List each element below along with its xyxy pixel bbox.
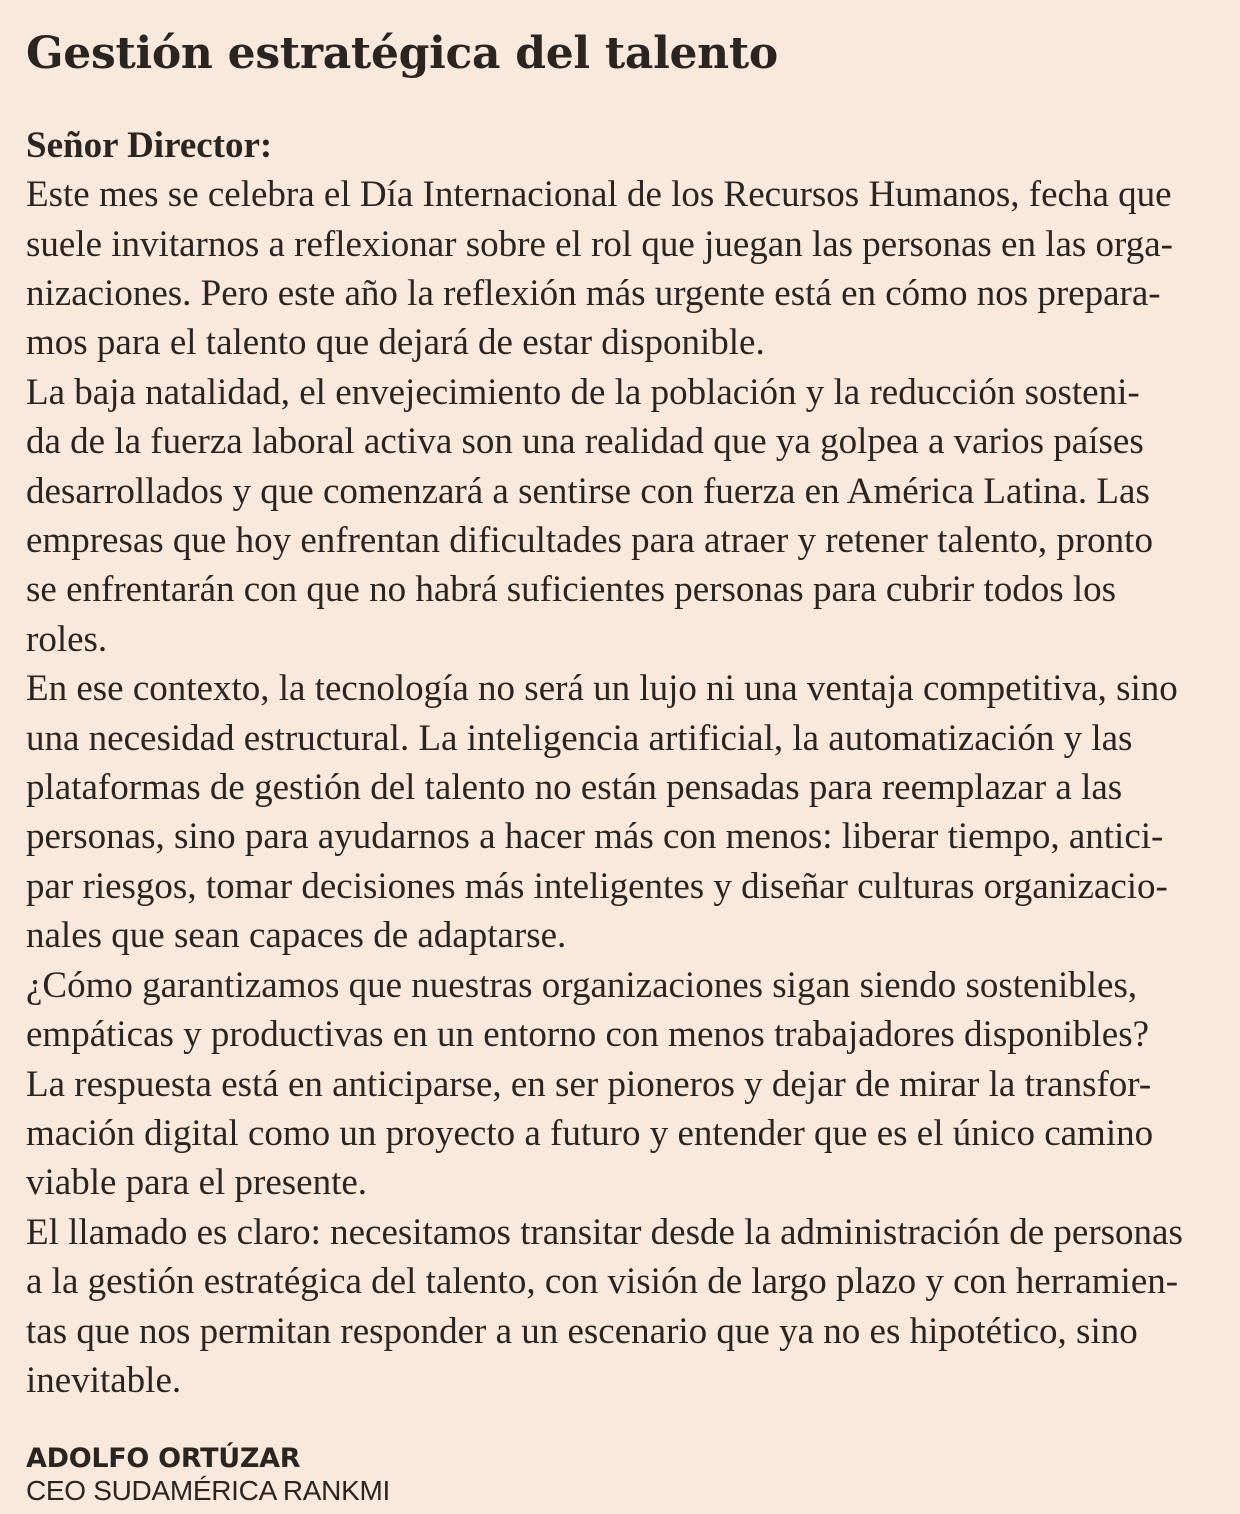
text-line: mación digital como un proyecto a futuro y entender que es el único camino: [26, 1112, 1154, 1154]
text-line: par riesgos, tomar decisiones más inteligentes y diseñar culturas organizacio-: [26, 865, 1168, 907]
letter-title: Gestión estratégica del talento: [26, 28, 778, 79]
text-line: Este mes se celebra el Día Internacional de los Recursos Humanos, fecha que: [26, 174, 1172, 216]
text-line: desarrollados y que comenzará a sentirse con fuerza en América Latina. Las: [26, 470, 1150, 512]
text-line: La baja natalidad, el envejecimiento de la población y la reducción sosteni-: [26, 371, 1140, 413]
text-line: plataformas de gestión del talento no están pensadas para reemplazar a las: [26, 767, 1123, 809]
text-line: a la gestión estratégica del talento, con visión de largo plazo y con herramien-: [26, 1261, 1179, 1303]
text-line: La respuesta está en anticiparse, en ser pioneros y dejar de mirar la transfor-: [26, 1063, 1152, 1105]
text-line: da de la fuerza laboral activa son una realidad que ya golpea a varios países: [26, 421, 1144, 463]
text-line: roles.: [26, 618, 108, 660]
author-role: CEO SUDAMÉRICA RANKMI: [26, 1475, 390, 1507]
text-line: inevitable.: [26, 1359, 182, 1401]
text-line: tas que nos permitan responder a un escenario que ya no es hipotético, sino: [26, 1310, 1138, 1352]
text-line: empáticas y productivas en un entorno con menos trabajadores disponibles?: [26, 1014, 1150, 1056]
letter-body: [26, 170, 1216, 1405]
text-line: una necesidad estructural. La inteligencia artificial, la automatización y las: [26, 717, 1133, 759]
paragraph: [26, 664, 1216, 960]
signature-block: [26, 1443, 1216, 1507]
paragraph: [26, 961, 1216, 1208]
text-line: se enfrentarán con que no habrá suficientes personas para cubrir todos los: [26, 569, 1117, 611]
text-line: personas, sino para ayudarnos a hacer más con menos: liberar tiempo, antici-: [26, 816, 1164, 858]
text-line: ¿Cómo garantizamos que nuestras organizaciones sigan siendo sostenibles,: [26, 964, 1138, 1006]
salutation: Señor Director:: [26, 124, 273, 166]
text-line: En ese contexto, la tecnología no será un lujo ni una ventaja competitiva, sino: [26, 668, 1178, 710]
paragraph: [26, 368, 1216, 664]
letter-to-editor: [26, 28, 1216, 1507]
paragraph: [26, 170, 1216, 368]
text-line: nales que sean capaces de adaptarse.: [26, 915, 567, 957]
paragraph: [26, 1208, 1216, 1406]
author-name: ADOLFO ORTÚZAR: [26, 1443, 301, 1475]
text-line: nizaciones. Pero este año la reflexión más urgente está en cómo nos prepara-: [26, 273, 1161, 315]
text-line: El llamado es claro: necesitamos transitar desde la administración de personas: [26, 1211, 1183, 1253]
text-line: empresas que hoy enfrentan dificultades para atraer y retener talento, pronto: [26, 520, 1153, 562]
text-line: mos para el talento que dejará de estar disponible.: [26, 322, 765, 364]
text-line: viable para el presente.: [26, 1162, 368, 1204]
text-line: suele invitarnos a reflexionar sobre el rol que juegan las personas en las orga-: [26, 223, 1173, 265]
